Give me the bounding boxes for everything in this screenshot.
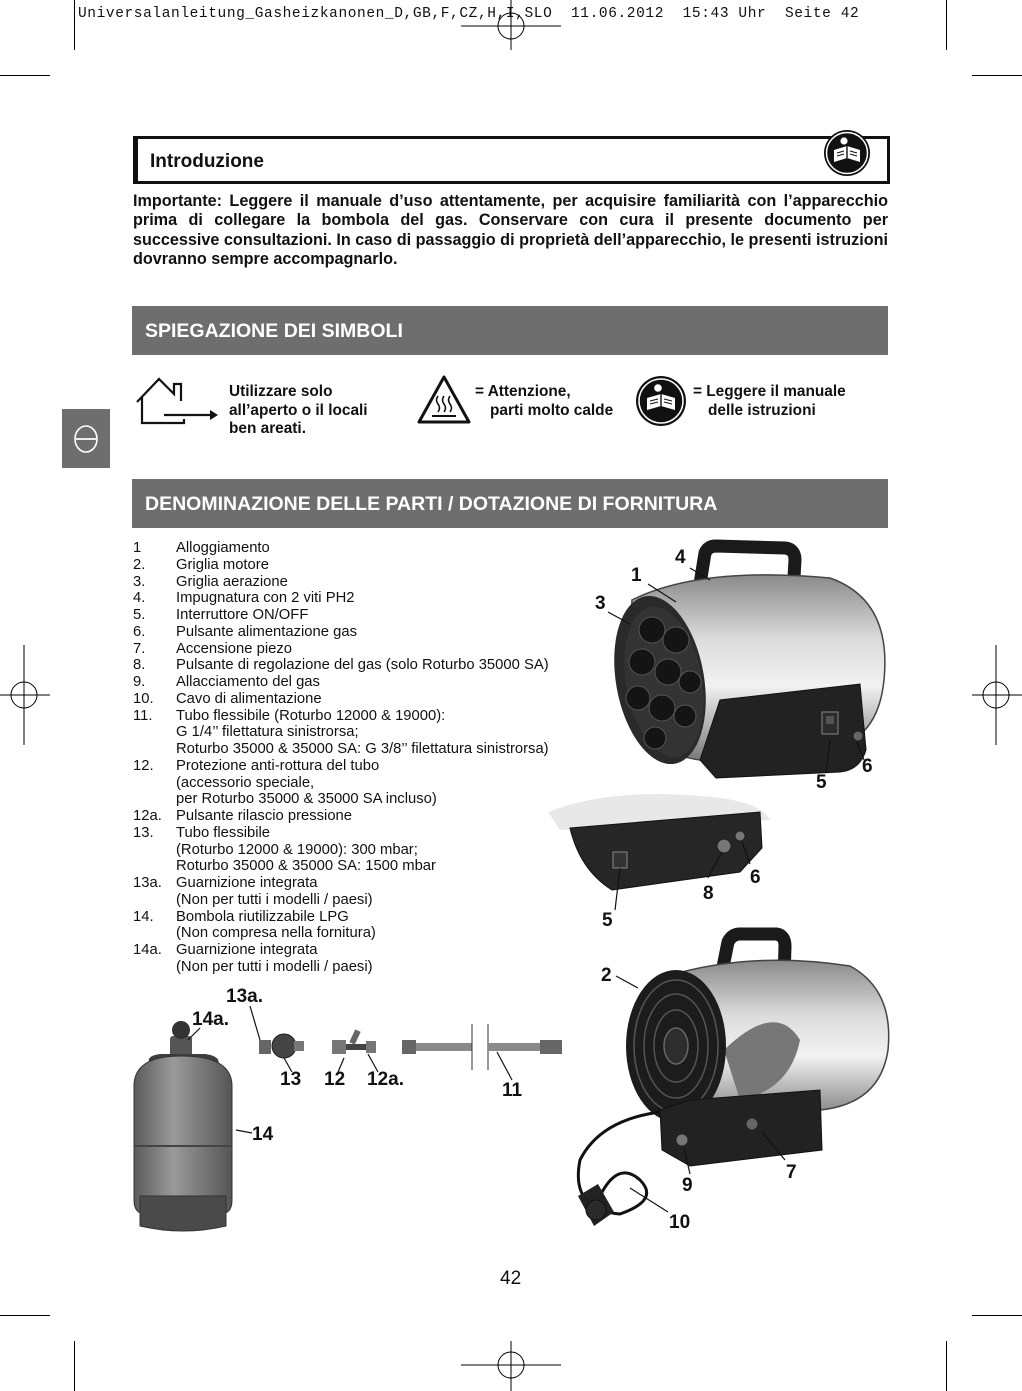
symbol-hot-text: = Attenzione, parti molto calde xyxy=(475,383,614,419)
callout-6: 6 xyxy=(862,756,873,777)
callout-5: 5 xyxy=(602,910,613,931)
list-item: Roturbo 35000 & 35000 SA: G 3/8’’ filettatura sinistrorsa) xyxy=(176,741,549,757)
list-item: 5. Interruttore ON/OFF xyxy=(133,607,309,623)
print-filename: Universalanleitung_Gasheizkanonen_D,GB,F,CZ,H,I,SLO xyxy=(78,6,553,22)
list-item: 1 Alloggiamento xyxy=(133,540,270,556)
callout-13a: 13a. xyxy=(226,986,263,1007)
list-item: 8. Pulsante di regolazione del gas (solo Roturbo 35000 SA) xyxy=(133,657,549,674)
print-date: 11.06.2012 xyxy=(570,6,664,22)
callout-10: 10 xyxy=(669,1212,691,1233)
callout-13: 13 xyxy=(280,1069,302,1090)
symbol-outdoor-text: Utilizzare solo all’aperto o il locali ben areati. xyxy=(229,383,368,438)
list-item: Roturbo 35000 & 35000 SA: 1500 mbar xyxy=(176,858,436,875)
callout-14a: 14a. xyxy=(192,1009,229,1030)
list-item: (accessorio speciale, xyxy=(176,774,315,791)
list-item: 14. Bombola riutilizzabile LPG xyxy=(133,908,349,925)
callout-7: 7 xyxy=(786,1162,797,1183)
list-item: (Non per tutti i modelli / paesi) xyxy=(176,958,373,975)
callout-11: 11 xyxy=(502,1080,523,1101)
callout-4: 4 xyxy=(675,547,686,568)
list-item: 12a. Pulsante rilascio pressione xyxy=(133,808,353,824)
callout-12: 12 xyxy=(324,1069,346,1090)
list-item: 7. Accensione piezo xyxy=(133,640,292,657)
list-item: 3. Griglia aerazione xyxy=(133,573,288,590)
list-item: 2. Griglia motore xyxy=(133,556,269,573)
callout-12a: 12a. xyxy=(367,1069,404,1090)
print-page-label: Seite 42 xyxy=(784,6,860,22)
list-item: per Roturbo 35000 & 35000 SA incluso) xyxy=(176,791,437,808)
callout-9: 9 xyxy=(682,1175,693,1196)
list-item: 12. Protezione anti-rottura del tubo xyxy=(133,757,380,774)
page-number: 42 xyxy=(500,1268,522,1289)
symbols-section-title: SPIEGAZIONE DEI SIMBOLI xyxy=(145,320,403,342)
gas-cylinder xyxy=(134,1021,252,1231)
callout-14: 14 xyxy=(252,1124,274,1145)
list-item: 9. Allacciamento del gas xyxy=(133,674,320,690)
parts-section-title: DENOMINAZIONE DELLE PARTI / DOTAZIONE DI FORNITURA xyxy=(145,493,718,515)
list-item: (Non compresa nella fornitura) xyxy=(176,925,376,942)
callout-3: 3 xyxy=(595,593,606,614)
callout-1: 1 xyxy=(631,565,642,586)
intro-title: Introduzione xyxy=(150,151,264,172)
list-item: 6. Pulsante alimentazione gas xyxy=(133,623,357,640)
print-time: 15:43 Uhr xyxy=(682,6,767,22)
callout-2: 2 xyxy=(601,965,612,986)
heater-front-view xyxy=(602,546,885,778)
list-item: (Non per tutti i modelli / paesi) xyxy=(176,891,373,908)
list-item: G 1/4’’ filettatura sinistrorsa; xyxy=(176,724,359,741)
heater-base-detail xyxy=(548,794,770,910)
list-item: 4. Impugnatura con 2 viti PH2 xyxy=(133,590,355,607)
list-item: 13. Tubo flessibile xyxy=(133,824,271,841)
list-item: (Roturbo 12000 & 19000): 300 mbar; xyxy=(176,841,418,858)
list-item: 11. Tubo flessibile (Roturbo 12000 & 19000): xyxy=(133,707,446,724)
list-item: 13a. Guarnizione integrata xyxy=(133,875,318,891)
callout-8: 8 xyxy=(703,883,714,904)
intro-paragraph: Importante: Leggere il manuale d’uso attentamente, per acquisire familiarità con l’apparecchio prima di collegare la bombola del gas. Conservare con cura il presente documento per successive consultazioni. In caso di passaggio di proprietà dell’apparecchio, le presenti istruzioni dovranno sempre accompagnarlo. xyxy=(133,192,888,268)
list-item: 10. Cavo di alimentazione xyxy=(133,690,322,707)
callout-6: 6 xyxy=(750,867,761,888)
heater-rear-view xyxy=(578,934,889,1226)
callout-5: 5 xyxy=(816,772,827,793)
list-item: 14a. Guarnizione integrata xyxy=(133,942,318,958)
symbol-manual-text: = Leggere il manuale delle istruzioni xyxy=(693,383,846,419)
